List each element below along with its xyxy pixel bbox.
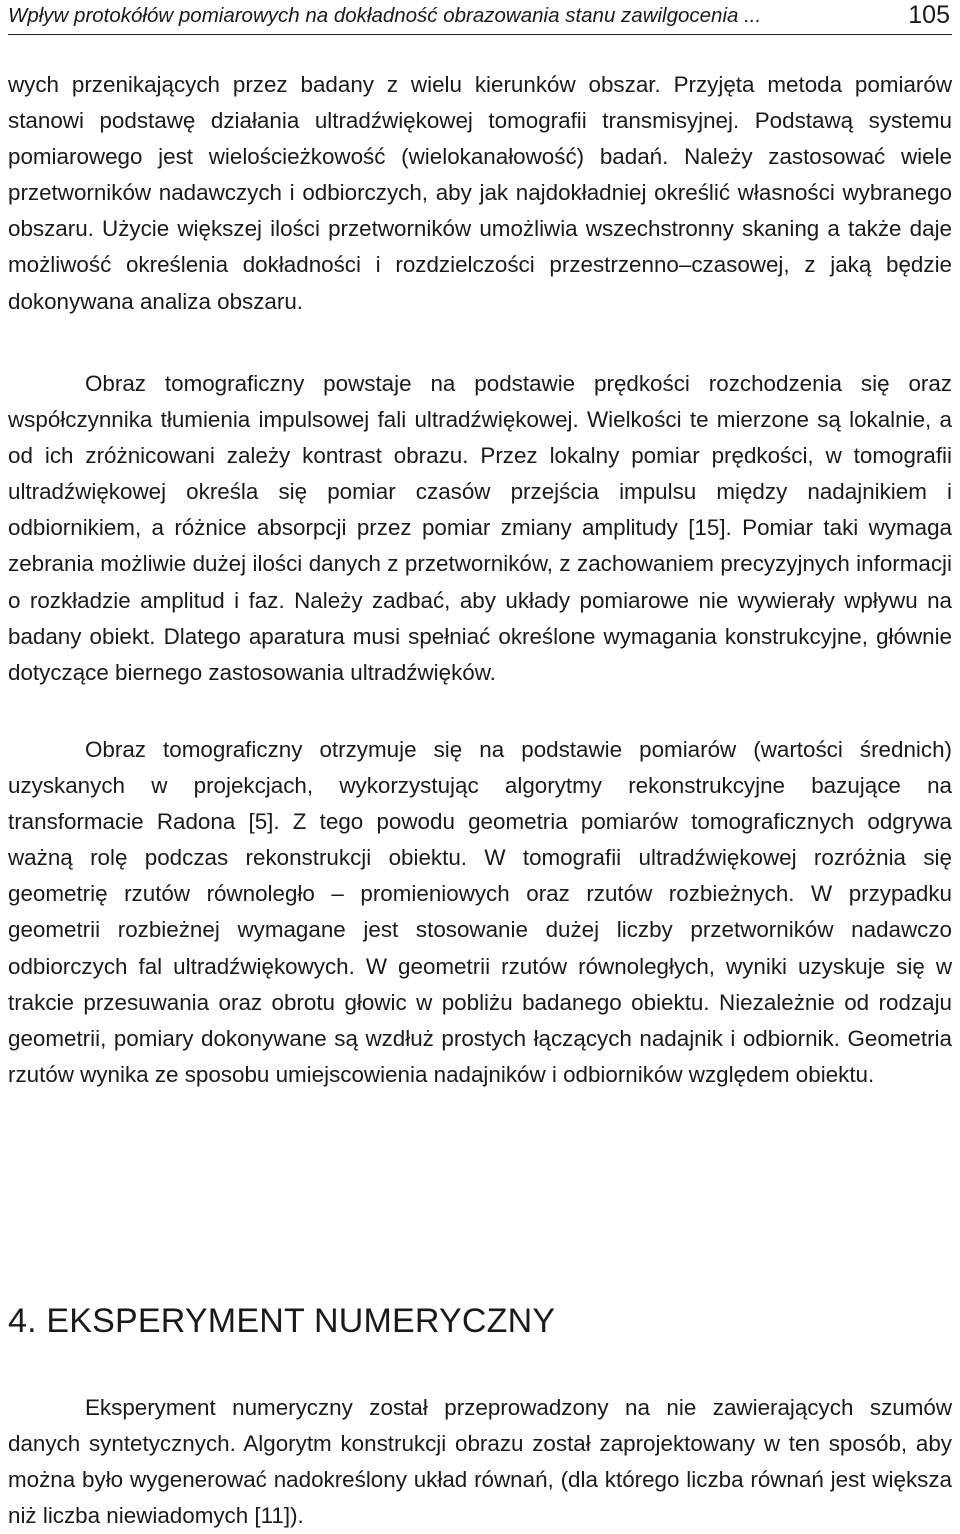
body-paragraph-2: Obraz tomograficzny powstaje na podstawie prędkości rozchodzenia się oraz współczynnika tłumienia impulsowej fali ultradźwiękowej. Wielkości te mierzone są lokalnie, a od ich zróżnicowani zależy kontrast obrazu. Przez lokalny pomiar prędkości, w tomografii ultradźwiękowej określa się pomiar czasów przejścia impulsu między nadajnikiem i odbiornikiem, a różnice absorpcji przez pomiar zmiany amplitudy [15]. Pomiar taki wymaga zebrania możliwie dużej ilości danych z przetworników, z zachowaniem precyzyjnych informacji o rozkładzie amplitud i faz. Należy zadbać, aby układy pomiarowe nie wywierały wpływu na badany obiekt. Dlatego aparatura musi spełniać określone wymagania konstrukcyjne, głównie dotyczące biernego zastosowania ultradźwięków. bbox=[8, 371, 952, 685]
running-header bbox=[8, 2, 952, 35]
body-paragraph-1: wych przenikających przez badany z wielu kierunków obszar. Przyjęta metoda pomiarów stanowi podstawę działania ultradźwiękowej tomografii transmisyjnej. Podstawą systemu pomiarowego jest wielościeżkowość (wielokanałowość) badań. Należy zastosować wiele przetworników nadawczych i odbiorczych, aby jak najdokładniej określić własności wybranego obszaru. Użycie większej ilości przetworników umożliwia wszechstronny skaning a także daje możliwość określenia dokładności i rozdzielczości przestrzenno–czasowej, z jaką będzie dokonywana analiza obszaru. bbox=[8, 72, 952, 314]
running-title: Wpływ protokółów pomiarowych na dokładność obrazowania stanu zawilgocenia ... bbox=[8, 4, 762, 27]
page-number: 105 bbox=[908, 1, 950, 29]
section-heading: 4. EKSPERYMENT NUMERYCZNY bbox=[8, 1302, 556, 1340]
body-paragraph-3: Obraz tomograficzny otrzymuje się na podstawie pomiarów (wartości średnich) uzyskanych w projekcjach, wykorzystując algorytmy rekonstrukcyjne bazujące na transformacie Radona [5]. Z tego powodu geometria pomiarów tomograficznych odgrywa ważną rolę podczas rekonstrukcji obiektu. W tomografii ultradźwiękowej rozróżnia się geometrię rzutów równoległo – promieniowych oraz rzutów rozbieżnych. W przypadku geometrii rozbieżnej wymagane jest stosowanie dużej liczby przetworników nadawczo odbiorczych fal ultradźwiękowych. W geometrii rzutów równoległych, wyniki uzyskuje się w trakcie przesuwania oraz obrotu głowic w pobliżu badanego obiektu. Niezależnie od rodzaju geometrii, pomiary dokonywane są wzdłuż prostych łączących nadajnik i odbiornik. Geometria rzutów wynika ze sposobu umiejscowienia nadajników i odbiorników względem obiektu. bbox=[8, 737, 952, 1087]
section-paragraph: Eksperyment numeryczny został przeprowadzony na nie zawierających szumów danych syntetycznych. Algorytm konstrukcji obrazu został zaprojektowany w ten sposób, aby można było wygenerować nadokreślony układ równań, (dla którego liczba równań jest większa niż liczba niewiadomych [11]). bbox=[8, 1395, 952, 1529]
